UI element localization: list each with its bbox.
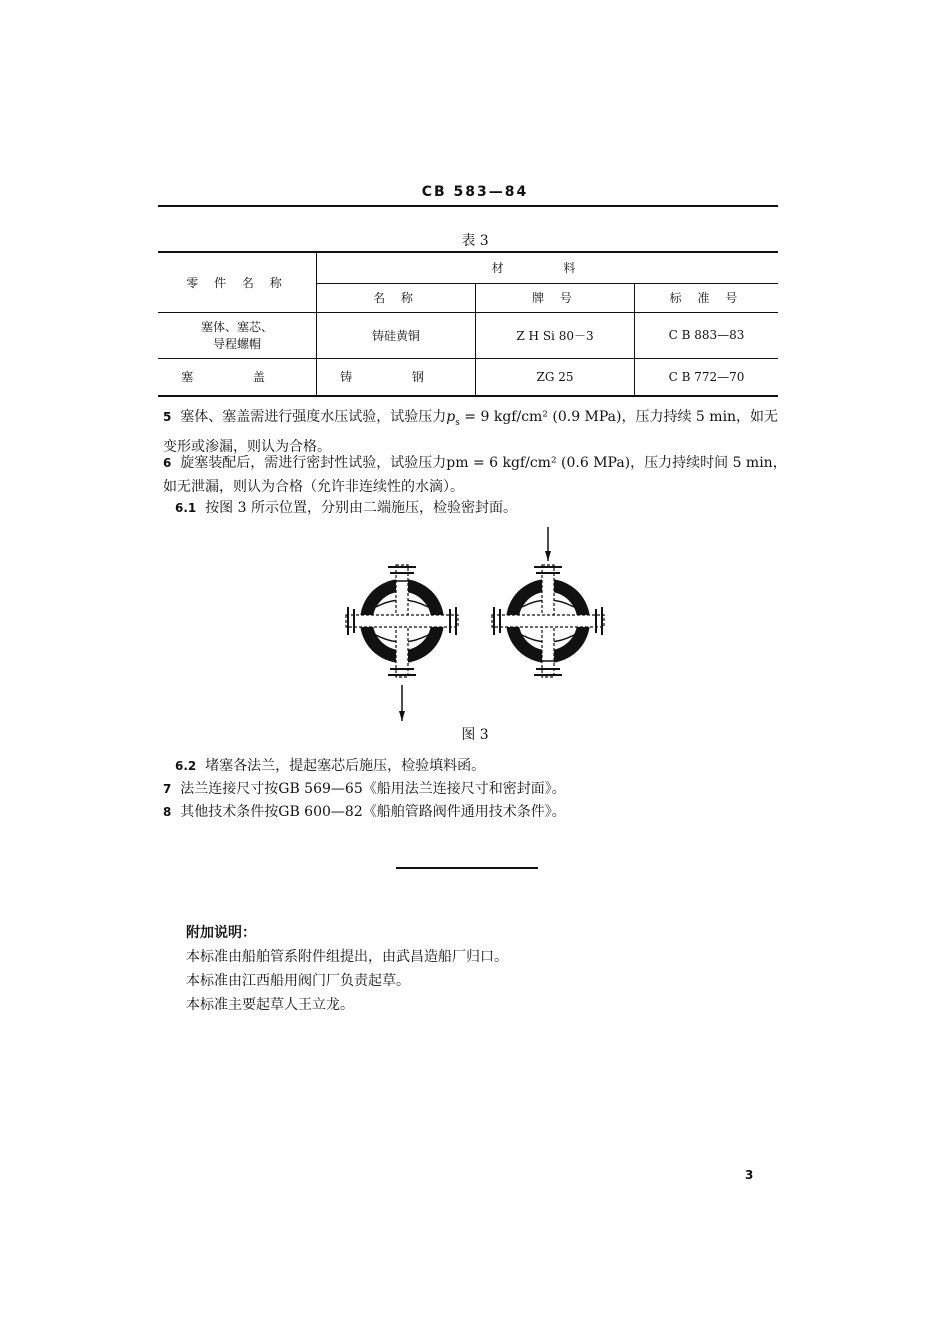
header-material: 材 料: [317, 252, 779, 283]
clause-5: 5 塞体、塞盖需进行强度水压试验，试验压力$p_s = 9$ kgf/cm² (0.9 MPa)，压力持续 5 min，如无 变形或渗漏，则认为合格。: [163, 409, 779, 455]
notes-line: 本标准由江西船用阀门厂负责起草。: [186, 973, 410, 989]
cell-part: 塞 盖: [158, 358, 317, 396]
cell-standard: C B 883—83: [635, 312, 779, 358]
figure-3-diagram: [330, 525, 620, 725]
end-rule: [396, 867, 538, 869]
subheader-name: 名 称: [317, 283, 476, 312]
table-header-row: [158, 252, 778, 283]
subheader-grade: 牌 号: [476, 283, 635, 312]
cell-part: 塞体、塞芯、 导程螺帽: [158, 312, 317, 358]
clause-6-1: 6.1 按图 3 所示位置，分别由二端施压，检验密封面。: [175, 500, 517, 516]
figure-caption: 图 3: [461, 727, 489, 743]
valve-right: [492, 527, 604, 677]
table-row: [158, 358, 778, 396]
notes-title: 附加说明：: [186, 925, 256, 941]
valve-left: [346, 565, 458, 721]
cell-material-name: 铸 钢: [317, 358, 476, 396]
cell-material-name: 铸硅黄铜: [317, 312, 476, 358]
notes-line: 本标准由船舶管系附件组提出，由武昌造船厂归口。: [186, 949, 508, 965]
cell-grade: ZG 25: [476, 358, 635, 396]
materials-table: [158, 251, 778, 397]
cell-grade: Z H Si 80－3: [476, 312, 635, 358]
additional-notes: [186, 921, 746, 1017]
page-number: 3: [745, 1168, 754, 1182]
header-rule: [158, 205, 778, 207]
clause-8: 8 其他技术条件按GB 600—82《船舶管路阀件通用技术条件》。: [163, 804, 566, 820]
clause-7: 7 法兰连接尺寸按GB 569—65《船用法兰连接尺寸和密封面》。: [163, 781, 566, 797]
cell-standard: C B 772—70: [635, 358, 779, 396]
clause-6-2: 6.2 堵塞各法兰，提起塞芯后施压，检验填料函。: [175, 758, 486, 774]
notes-line: 本标准主要起草人王立龙。: [186, 997, 354, 1013]
subheader-standard: 标 准 号: [635, 283, 779, 312]
table-caption: 表 3: [461, 233, 489, 249]
header-part-name: 零 件 名 称: [158, 252, 317, 312]
clause-6: 6 旋塞装配后，需进行密封性试验，试验压力pm = 6 kgf/cm² (0.6 MPa)，压力持续时间 5 min， 如无泄漏，则认为合格（允许非连续性的水滴）。: [163, 455, 787, 495]
standard-code-header: CB 583—84: [421, 184, 529, 200]
table-row: [158, 312, 778, 358]
